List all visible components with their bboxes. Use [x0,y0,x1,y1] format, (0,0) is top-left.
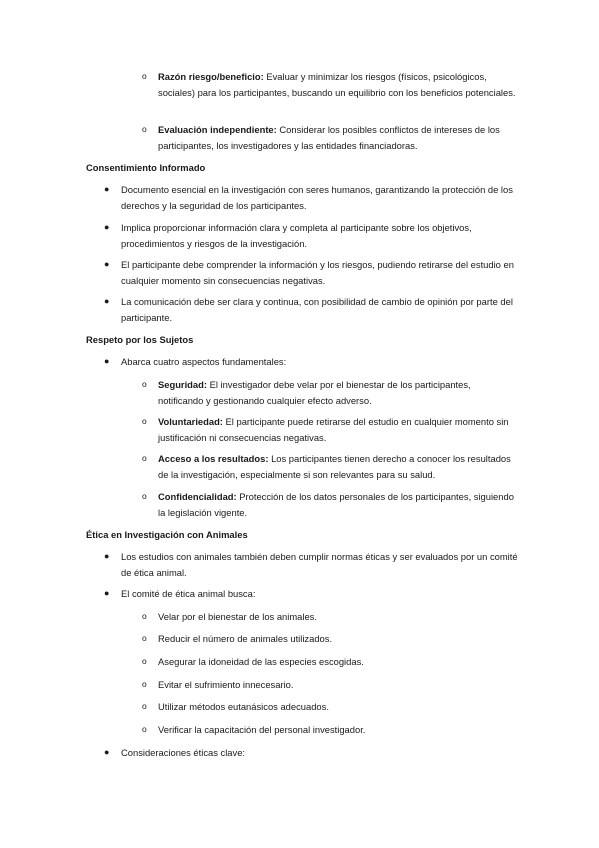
dot-bullet-icon: ● [104,747,110,757]
list-item [158,451,518,482]
item-text: El investigador debe velar por el bienestar de los participantes, notificando y gestionando cualquier efecto adverso. [158,379,471,406]
circle-bullet-icon: o [142,701,147,711]
list-item [158,69,518,100]
circle-bullet-icon: o [142,679,147,689]
dot-bullet-icon: ● [104,296,110,306]
dot-bullet-icon: ● [104,356,110,366]
list-item [158,414,518,445]
section-heading: Consentimiento Informado [86,162,206,173]
list-item: Velar por el bienestar de los animales. [158,611,317,622]
item-text: El participante puede retirarse del estudio en cualquier momento sin justificación ni consecuencias negativas. [158,416,509,443]
list-item [158,122,518,153]
section-heading: Ética en Investigación con Animales [86,529,248,540]
circle-bullet-icon: o [142,379,147,389]
list-item [158,489,518,520]
list-item: Evitar el sufrimiento innecesario. [158,679,294,690]
item-term: Evaluación independiente: [158,124,277,135]
list-item: Reducir el número de animales utilizados. [158,633,333,644]
circle-bullet-icon: o [142,724,147,734]
list-item: Documento esencial en la investigación con seres humanos, garantizando la protección de los derechos y la seguridad de los participantes. [121,184,513,211]
dot-bullet-icon: ● [104,222,110,232]
item-text: Protección de los datos personales de los participantes, siguiendo la legislación vigente. [158,491,514,518]
list-item: Asegurar la idoneidad de las especies escogidas. [158,656,364,667]
dot-bullet-icon: ● [104,588,110,598]
list-item: El comité de ética animal busca: [121,588,256,599]
circle-bullet-icon: o [142,611,147,621]
item-term: Razón riesgo/beneficio: [158,71,264,82]
item-term: Seguridad: [158,379,207,390]
dot-bullet-icon: ● [104,551,110,561]
circle-bullet-icon: o [142,633,147,643]
item-term: Acceso a los resultados: [158,453,269,464]
list-item: Consideraciones éticas clave: [121,747,246,758]
circle-bullet-icon: o [142,124,147,134]
item-text: Considerar los posibles conflictos de intereses de los participantes, los investigadores y las entidades financiadoras. [158,124,500,151]
circle-bullet-icon: o [142,453,147,463]
circle-bullet-icon: o [142,656,147,666]
dot-bullet-icon: ● [104,259,110,269]
section-heading: Respeto por los Sujetos [86,334,194,345]
item-term: Voluntariedad: [158,416,223,427]
list-item: Utilizar métodos eutanásicos adecuados. [158,701,329,712]
list-item: Verificar la capacitación del personal investigador. [158,724,366,735]
list-item: Implica proporcionar información clara y completa al participante sobre los objetivos, procedimientos y riesgos de la investigación. [121,222,472,249]
list-item: El participante debe comprender la información y los riesgos, pudiendo retirarse del estudio en cualquier momento sin consecuencias negativas. [121,259,514,286]
list-item: Los estudios con animales también deben cumplir normas éticas y ser evaluados por un comité de ética animal. [121,551,518,578]
item-text: Los participantes tienen derecho a conocer los resultados de la investigación, especialmente si son relevantes para su salud. [158,453,511,480]
circle-bullet-icon: o [142,491,147,501]
dot-bullet-icon: ● [104,184,110,194]
list-item: La comunicación debe ser clara y continua, con posibilidad de cambio de opinión por parte del participante. [121,296,513,323]
circle-bullet-icon: o [142,71,147,81]
item-text: Evaluar y minimizar los riesgos (físicos, psicológicos, sociales) para los participantes, buscando un equilibrio con los beneficios potenciales. [158,71,516,98]
list-item [158,377,518,408]
item-term: Confidencialidad: [158,491,237,502]
list-item: Abarca cuatro aspectos fundamentales: [121,356,287,367]
circle-bullet-icon: o [142,416,147,426]
